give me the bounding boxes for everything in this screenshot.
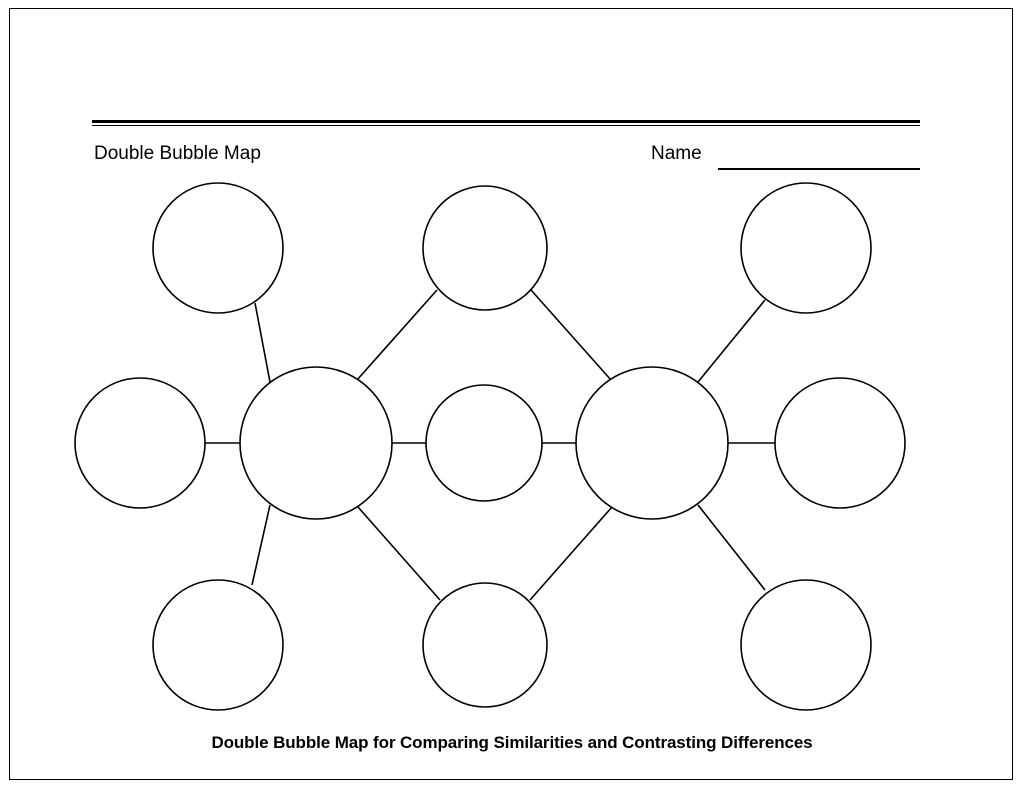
bubble-similarity-top[interactable] — [423, 186, 547, 310]
connector-topic-right-to-difference-right-top — [698, 300, 765, 382]
connector-topic-right-to-similarity-bottom — [530, 507, 612, 600]
page-title: Double Bubble Map — [94, 143, 261, 164]
bubble-difference-left-top[interactable] — [153, 183, 283, 313]
bubble-difference-right-top[interactable] — [741, 183, 871, 313]
bubble-topic-right[interactable] — [576, 367, 728, 519]
bubble-difference-left-bottom[interactable] — [153, 580, 283, 710]
connector-topic-right-to-similarity-top — [531, 290, 611, 380]
name-label: Name — [651, 143, 702, 164]
bubble-topic-left[interactable] — [240, 367, 392, 519]
page-caption: Double Bubble Map for Comparing Similarities and Contrasting Differences — [211, 733, 813, 752]
bubble-difference-right-bottom[interactable] — [741, 580, 871, 710]
connector-topic-left-to-difference-left-bottom — [252, 505, 270, 585]
connector-topic-left-to-difference-left-top — [255, 303, 270, 382]
bubble-difference-right-middle[interactable] — [775, 378, 905, 508]
connector-topic-left-to-similarity-bottom — [358, 507, 440, 600]
connector-topic-left-to-similarity-top — [357, 290, 437, 380]
bubble-difference-left-middle[interactable] — [75, 378, 205, 508]
bubble-similarity-bottom[interactable] — [423, 583, 547, 707]
connector-topic-right-to-difference-right-bottom — [698, 505, 765, 590]
bubble-similarity-center[interactable] — [426, 385, 542, 501]
